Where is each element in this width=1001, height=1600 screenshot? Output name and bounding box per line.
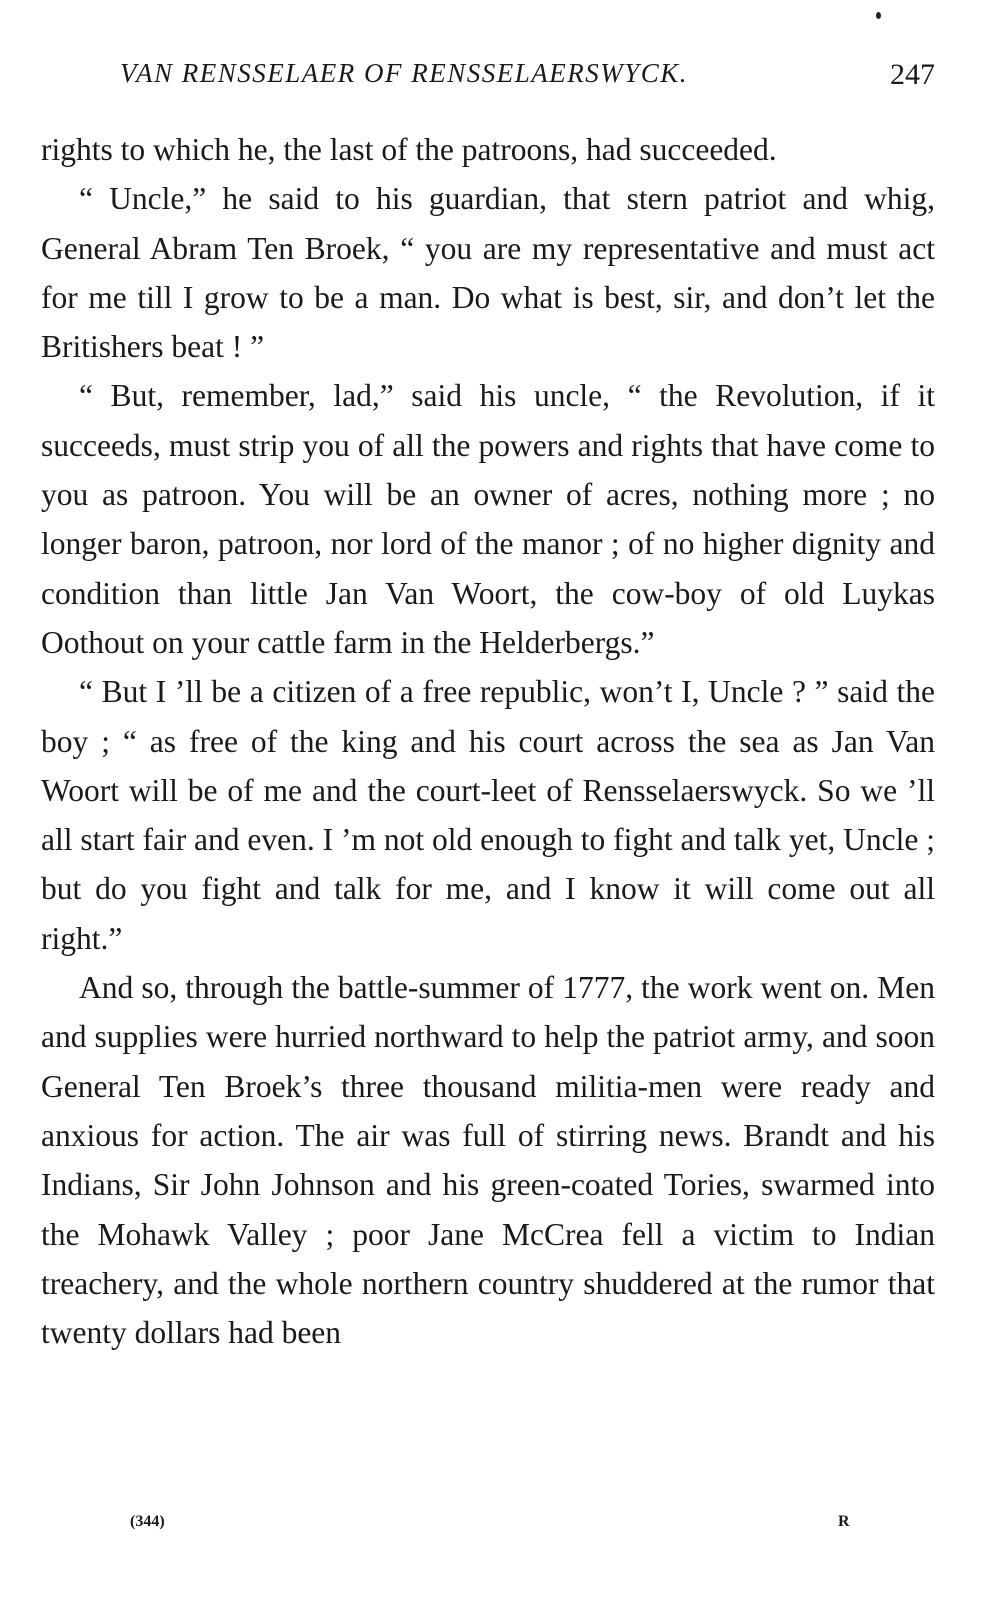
- running-title: VAN RENSSELAER OF RENSSELAERSWYCK.: [120, 58, 688, 88]
- footer: [0, 1513, 1001, 1543]
- body-text: [41, 125, 935, 1357]
- signature-mark-right: R: [838, 1513, 850, 1530]
- paragraph-continuation: rights to which he, the last of the patroons, had succeeded.: [41, 132, 777, 167]
- paragraph: And so, through the battle-summer of 1777, the work went on. Men and supplies were hurried northward to help the patriot army, and soon General Ten Broek’s three thousand militia-men were ready and anxious for action. The air was full of stirring news. Brandt and his Indians, Sir John Johnson and his green-coated Tories, swarmed into the Mohawk Valley ; poor Jane McCrea fell a victim to Indian treachery, and the whole northern country shuddered at the rumor that twenty dollars had been: [41, 970, 935, 1351]
- signature-mark-left: (344): [130, 1513, 165, 1530]
- paragraph: “ But, remember, lad,” said his uncle, “ the Revolution, if it succeeds, must strip you of all the powers and rights that have come to you as patroon. You will be an owner of acres, nothing more ; no longer baron, patroon, nor lord of the manor ; of no higher dignity and condition than little Jan Van Woort, the cow-boy of old Luykas Oothout on your cattle farm in the Helderbergs.”: [41, 378, 935, 660]
- paragraph: “ But I ’ll be a citizen of a free republic, won’t I, Uncle ? ” said the boy ; “ as free of the king and his court across the sea as Jan Van Woort will be of me and the court-leet of Rensselaerswyck. So we ’ll all start fair and even. I ’m not old enough to fight and talk yet, Uncle ; but do you fight and talk for me, and I know it will come out all right.”: [41, 674, 935, 956]
- paragraph: “ Uncle,” he said to his guardian, that stern patriot and whig, General Abram Ten Broek, “ you are my representative and must act for me till I grow to be a man. Do what is best, sir, and don’t let the Britishers beat ! ”: [41, 181, 935, 365]
- ink-speck: [876, 12, 881, 19]
- running-head: [120, 58, 935, 98]
- page-number: 247: [890, 58, 935, 91]
